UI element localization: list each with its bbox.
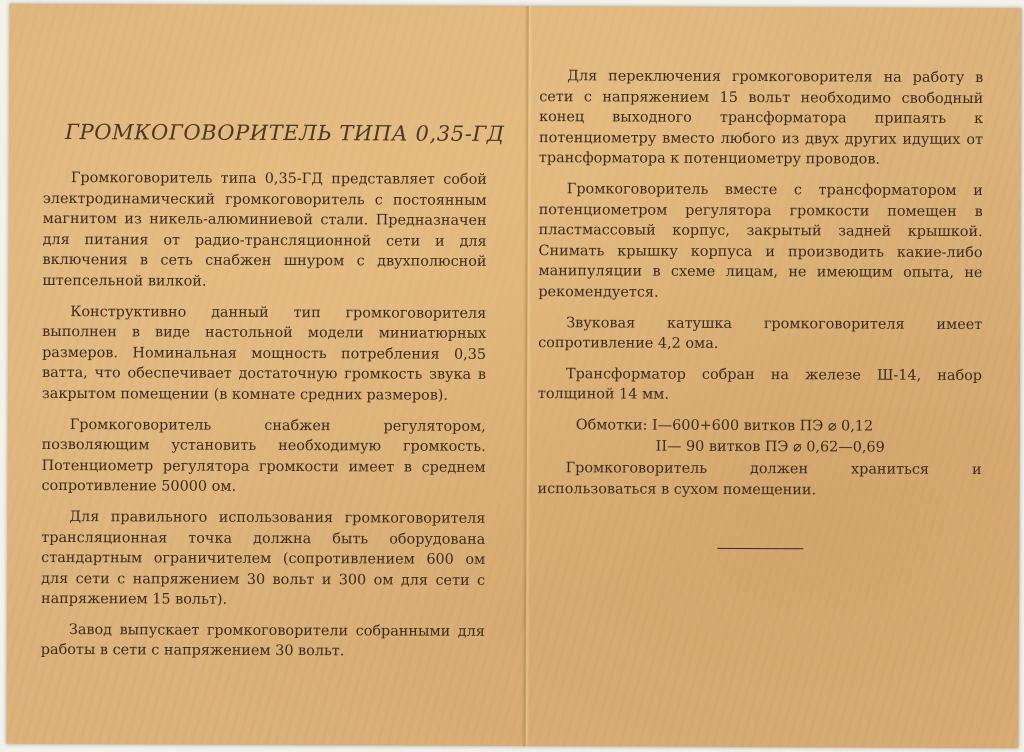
paragraph-voltage-switch: Для переключения громкоговорителя на работу в сети с напряжением 15 вольт необходимо свободный конец выходного трансформатора припаять к потенциометру вместо любого из двух других идущих от трансформатора к потенциометру проводов. [538, 68, 984, 168]
paragraph-transformer: Трансформатор собран на железе Ш-14, набор толщиной 14 мм. [537, 365, 983, 403]
paragraph-description: Громкоговоритель типа 0,35-ГД представляет собой электродинамический громкоговоритель с постоянным магнитом из никель-алюминиевой стали. Предназначен для питания от радио-трансляционной сети и для включения в сеть снабжен шнуром с двухполюсной штепсельной вилкой. [42, 170, 487, 290]
paragraph-storage: Громкоговоритель должен храниться и использоваться в сухом помещении. [537, 460, 982, 499]
center-fold [521, 6, 532, 746]
document-title: ГРОМКОГОВОРИТЕЛЬ ТИПА 0,35-ГД [65, 120, 505, 146]
left-page-body [41, 168, 487, 673]
right-page [537, 6, 984, 499]
windings-primary: Обмотки: I—600+600 витков ПЭ ⌀ 0,12 [575, 417, 874, 435]
windings-secondary: II— 90 витков ПЭ ⌀ 0,62—0,69 [655, 438, 885, 456]
paragraph-line-limiter: Для правильного использования громкоговорителя трансляционная точка должна быть оборудована стандартным ограничителем (сопротивлением 600 ом для сети с напряжением 30 вольт и 300 ом для сети с напряжением 15 вольт). [40, 508, 486, 609]
paragraph-voice-coil: Звуковая катушка громкоговорителя имеет сопротивление 4,2 ома. [538, 314, 983, 353]
right-page-body [537, 66, 983, 511]
left-page [40, 4, 505, 660]
instruction-sheet [6, 4, 1021, 748]
paragraph-construction: Конструктивно данный тип громкоговорителя выполнен в виде настольной модели миниатюрных размеров. Номинальная мощность потребления 0,35 ватта, что обеспечивает достаточную громкость звука в закрытом помещении (в комнате средних размеров). [41, 303, 487, 404]
paragraph-volume-regulator: Громкоговоритель снабжен регулятором, позволяющим установить необходимую громкость. Потенциометр регулятора громкости имеет в среднем сопротивление 50000 ом. [41, 416, 486, 496]
paragraph-housing: Громкоговоритель вместе с трансформатором и потенциометром регулятора громкости помещен в пластмассовый корпус, закрытый задней крышкой. Снимать крышку корпуса и производить какие-либо манипуляции в схеме лицам, не имеющим опыта, не рекомендуется. [538, 181, 983, 301]
end-rule [717, 548, 803, 549]
paragraph-factory-setting: Завод выпускает громкоговорители собранными для работы в сети с напряжением 30 вольт. [40, 621, 485, 660]
